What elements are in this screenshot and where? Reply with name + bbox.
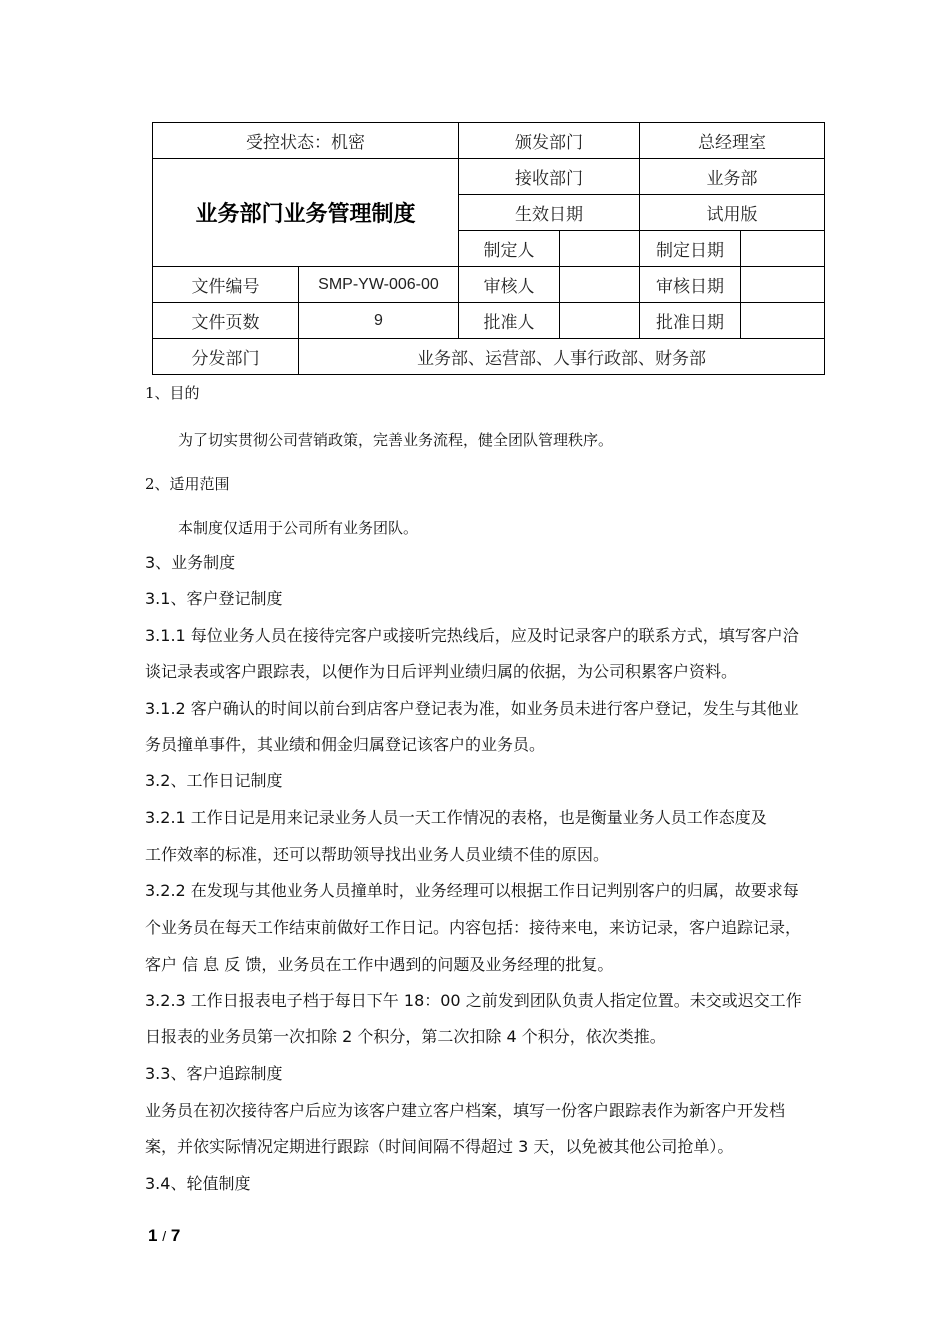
effective-date-value: 试用版 bbox=[640, 195, 825, 231]
pages-label: 文件页数 bbox=[153, 303, 299, 339]
section-3-3-heading: 3.3、客户追踪制度 bbox=[145, 1064, 283, 1083]
author-date-value bbox=[741, 231, 825, 267]
section-3-4-heading: 3.4、轮值制度 bbox=[145, 1174, 251, 1193]
section-3-1-heading: 3.1、客户登记制度 bbox=[145, 589, 283, 608]
paragraph-3-1-2-line: 务员撞单事件，其业绩和佣金归属登记该客户的业务员。 bbox=[145, 735, 546, 754]
reviewer-value bbox=[560, 267, 640, 303]
total-pages: 7 bbox=[170, 1226, 181, 1245]
paragraph-3-3-line: 案，并依实际情况定期进行跟踪（时间间隔不得超过 3 天，以免被其他公司抢单）。 bbox=[145, 1137, 734, 1156]
issue-dept-label: 颁发部门 bbox=[459, 123, 640, 159]
section-3-heading: 3、业务制度 bbox=[145, 553, 236, 572]
doc-no-value: SMP-YW-006-00 bbox=[299, 267, 459, 303]
review-date-value bbox=[741, 267, 825, 303]
receive-dept-label: 接收部门 bbox=[459, 159, 640, 195]
page-separator: / bbox=[162, 1228, 167, 1244]
paragraph-3-1-2-line: 3.1.2 客户确认的时间以前台到店客户登记表为准，如业务员未进行客户登记，发生与其他业 bbox=[145, 699, 799, 718]
paragraph-3-2-2-line: 个业务员在每天工作结束前做好工作日记。内容包括：接待来电，来访记录，客户追踪记录， bbox=[145, 918, 802, 937]
author-label: 制定人 bbox=[459, 231, 560, 267]
page-number bbox=[148, 1226, 180, 1246]
section-2-heading: 2、适用范围 bbox=[145, 475, 230, 493]
issue-dept-value: 总经理室 bbox=[640, 123, 825, 159]
author-value bbox=[560, 231, 640, 267]
paragraph-3-2-2-line: 客户 信 息 反 馈，业务员在工作中遇到的问题及业务经理的批复。 bbox=[145, 955, 614, 974]
approver-label: 批准人 bbox=[459, 303, 560, 339]
document-header-table bbox=[152, 122, 825, 375]
section-1-heading: 1、目的 bbox=[145, 384, 200, 402]
distribution-value: 业务部、运营部、人事行政部、财务部 bbox=[299, 339, 825, 375]
paragraph-3-2-2-line: 3.2.2 在发现与其他业务人员撞单时，业务经理可以根据工作日记判别客户的归属，故要求每 bbox=[145, 881, 799, 900]
section-2-text: 本制度仅适用于公司所有业务团队。 bbox=[178, 519, 419, 537]
reviewer-label: 审核人 bbox=[459, 267, 560, 303]
receive-dept-value: 业务部 bbox=[640, 159, 825, 195]
paragraph-3-2-3-line: 日报表的业务员第一次扣除 2 个积分，第二次扣除 4 个积分，依次类推。 bbox=[145, 1027, 666, 1046]
paragraph-3-1-1-line: 3.1.1 每位业务人员在接待完客户或接听完热线后，应及时记录客户的联系方式，填写客户洽 bbox=[145, 626, 799, 645]
paragraph-3-1-1-line: 谈记录表或客户跟踪表，以便作为日后评判业绩归属的依据，为公司积累客户资料。 bbox=[145, 662, 738, 681]
doc-no-label: 文件编号 bbox=[153, 267, 299, 303]
author-date-label: 制定日期 bbox=[640, 231, 741, 267]
approve-date-value bbox=[741, 303, 825, 339]
distribution-label: 分发部门 bbox=[153, 339, 299, 375]
section-1-text: 为了切实贯彻公司营销政策，完善业务流程，健全团队管理秩序。 bbox=[178, 431, 614, 449]
effective-date-label: 生效日期 bbox=[459, 195, 640, 231]
section-3-2-heading: 3.2、工作日记制度 bbox=[145, 771, 283, 790]
document-title: 业务部门业务管理制度 bbox=[153, 159, 459, 267]
pages-value: 9 bbox=[299, 303, 459, 339]
paragraph-3-2-1-line: 工作效率的标准，还可以帮助领导找出业务人员业绩不佳的原因。 bbox=[145, 845, 610, 864]
paragraph-3-3-line: 业务员在初次接待客户后应为该客户建立客户档案，填写一份客户跟踪表作为新客户开发档 bbox=[145, 1101, 786, 1120]
paragraph-3-2-1-line: 3.2.1 工作日记是用来记录业务人员一天工作情况的表格，也是衡量业务人员工作态度及 bbox=[145, 808, 767, 827]
current-page: 1 bbox=[148, 1226, 158, 1245]
control-status: 受控状态：机密 bbox=[153, 123, 459, 159]
approve-date-label: 批准日期 bbox=[640, 303, 741, 339]
review-date-label: 审核日期 bbox=[640, 267, 741, 303]
approver-value bbox=[560, 303, 640, 339]
paragraph-3-2-3-line: 3.2.3 工作日报表电子档于每日下午 18：00 之前发到团队负责人指定位置。未交或迟交工作 bbox=[145, 991, 802, 1010]
